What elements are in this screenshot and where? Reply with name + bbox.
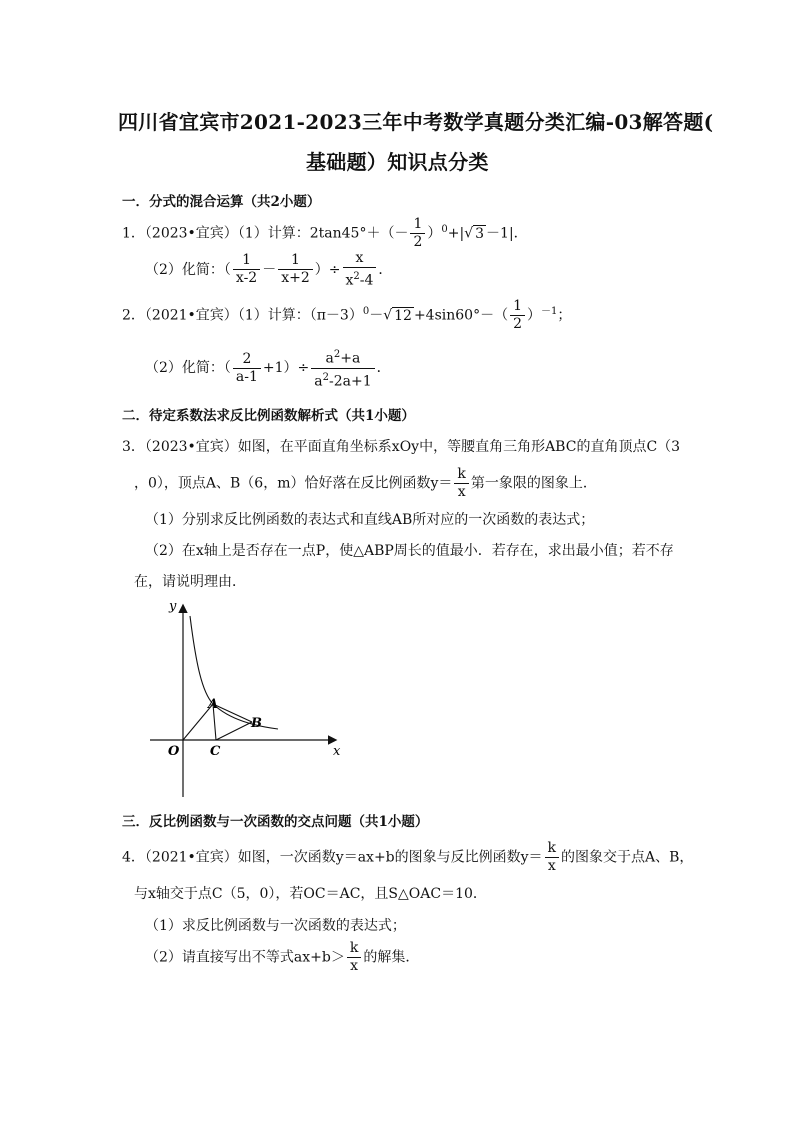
term: -2a+1 bbox=[329, 373, 372, 390]
fraction-k-over-x bbox=[545, 840, 559, 875]
q1-expr-a: 2tan45°＋（－ bbox=[309, 225, 409, 242]
q3-coordinate-figure bbox=[150, 592, 360, 802]
semicolon: ； bbox=[557, 307, 572, 324]
q1-expr-b: ） bbox=[427, 225, 442, 242]
period: ． bbox=[376, 360, 391, 377]
fraction-denominator: 2 bbox=[513, 316, 523, 333]
section-heading-3: 三．反比例函数与一次函数的交点问题（共1小题） bbox=[122, 814, 429, 830]
fraction bbox=[233, 351, 261, 386]
q2-source: （2021•宜宾） bbox=[144, 307, 238, 324]
fraction bbox=[233, 252, 260, 287]
fraction-denominator bbox=[311, 369, 374, 391]
minus-sign: － bbox=[369, 307, 384, 324]
fraction-numerator: x bbox=[343, 250, 377, 268]
exponent: 2 bbox=[333, 349, 341, 360]
question-4-line-2: 与x轴交于点C（5，0），若OC＝AC，且S△OAC＝10． bbox=[134, 886, 487, 902]
sqrt-radicand: 3 bbox=[475, 225, 485, 242]
exponent: －1 bbox=[541, 306, 558, 317]
fraction bbox=[278, 252, 313, 287]
fraction-denominator: x-2 bbox=[235, 270, 258, 287]
fraction-numerator: 2 bbox=[233, 351, 261, 369]
var: a bbox=[325, 350, 334, 367]
fraction-denominator bbox=[343, 268, 377, 290]
q4-part2-text: （2）请直接写出不等式ax+b＞ bbox=[145, 949, 345, 966]
point-label-b: B bbox=[251, 716, 262, 731]
fraction-numerator: 1 bbox=[510, 298, 525, 316]
fraction-one-half bbox=[510, 298, 525, 333]
page-title-line2: 基础题）知识点分类 bbox=[306, 150, 489, 174]
segment-ab bbox=[213, 704, 252, 722]
q3-line2-text: ，0），顶点A、B（6，m）恰好落在反比例函数y＝ bbox=[134, 475, 453, 492]
question-4-line-1 bbox=[122, 840, 693, 875]
q2-part2-label: （2）化简：（ bbox=[145, 360, 231, 377]
question-1-part-2 bbox=[145, 250, 392, 290]
fraction-denominator: a-1 bbox=[235, 368, 258, 385]
fraction-denominator: x bbox=[547, 858, 556, 874]
fraction-denominator: 2 bbox=[413, 234, 423, 251]
axis-label-y: y bbox=[169, 599, 177, 614]
fraction-k-over-x bbox=[347, 940, 361, 975]
fraction-denominator: x+2 bbox=[281, 270, 310, 287]
exponent: 2 bbox=[322, 371, 330, 383]
point-label-a: A bbox=[208, 697, 219, 712]
question-3-part-2: （2）在x轴上是否存在一点P，使△ABP周长的值最小．若存在，求出最小值；若不存 bbox=[145, 543, 674, 559]
q2-number: 2． bbox=[122, 307, 145, 324]
fraction-denominator: x bbox=[457, 484, 466, 500]
question-2-part-2 bbox=[145, 346, 391, 390]
axis-label-x: x bbox=[333, 744, 341, 759]
section-heading-1: 一．分式的混合运算（共2小题） bbox=[122, 194, 321, 210]
fraction-numerator: 1 bbox=[278, 252, 313, 270]
fraction-one-half bbox=[410, 216, 425, 251]
segment-cb bbox=[216, 722, 252, 740]
question-4-part-2 bbox=[145, 940, 419, 975]
var: x bbox=[345, 272, 354, 289]
point-label-o: O bbox=[168, 744, 180, 759]
q2-expr-d: ） bbox=[527, 307, 542, 324]
fraction-k-over-x bbox=[454, 466, 468, 501]
fraction-numerator bbox=[311, 346, 374, 369]
fraction-numerator: k bbox=[454, 466, 468, 484]
fraction-numerator: 1 bbox=[410, 216, 425, 234]
question-1-part-1 bbox=[122, 216, 528, 251]
q1-part2-label: （2）化简：（ bbox=[145, 261, 231, 278]
q2-expr-plus: +1）÷ bbox=[262, 360, 310, 377]
q4-line1-text: 4．（2021•宜宾）如图，一次函数y＝ax+b的图象与反比例函数y＝ bbox=[122, 849, 543, 866]
question-3-part-1: （1）分别求反比例函数的表达式和直线AB所对应的一次函数的表达式； bbox=[145, 512, 595, 528]
fraction-numerator: 1 bbox=[233, 252, 260, 270]
q2-expr-c: +4sin60°－（ bbox=[413, 307, 509, 324]
section-heading-2: 二．待定系数法求反比例函数解析式（共1小题） bbox=[122, 408, 415, 424]
q1-source: （2023•宜宾） bbox=[144, 225, 238, 242]
fraction bbox=[343, 250, 377, 290]
q1-expr-d: －1|． bbox=[486, 225, 528, 242]
q1-part1-label: （1）计算： bbox=[237, 225, 310, 242]
question-4-part-1: （1）求反比例函数与一次函数的表达式； bbox=[145, 918, 406, 934]
term: +a bbox=[340, 350, 361, 367]
exponent: 2 bbox=[353, 271, 360, 282]
q3-line2-tail: 第一象限的图象上． bbox=[470, 475, 597, 492]
fraction-numerator: k bbox=[545, 840, 559, 858]
hyperbola-curve bbox=[190, 616, 278, 729]
q1-number: 1． bbox=[122, 225, 145, 242]
sqrt-symbol: √ bbox=[383, 307, 393, 324]
exponent: 0 bbox=[362, 306, 370, 317]
sqrt-radicand: 12 bbox=[394, 307, 412, 324]
var: a bbox=[314, 373, 323, 390]
q1-expr-c: +| bbox=[447, 225, 465, 242]
q4-part2-tail: 的解集． bbox=[363, 949, 420, 966]
sqrt-symbol: √ bbox=[464, 225, 474, 242]
question-2-part-1 bbox=[122, 297, 571, 333]
divide-sign: ）÷ bbox=[314, 261, 341, 278]
fraction-denominator: x bbox=[350, 958, 359, 974]
q2-part1-label: （1）计算：（π－3） bbox=[237, 307, 363, 324]
question-3-line-2 bbox=[134, 466, 597, 501]
exponent: 0 bbox=[441, 224, 448, 235]
q4-line1-tail: 的图象交于点A、B， bbox=[561, 849, 694, 866]
page-title-line1: 四川省宜宾市2021-2023三年中考数学真题分类汇编-03解答题( bbox=[118, 110, 714, 134]
period: ． bbox=[378, 261, 393, 278]
term: -4 bbox=[359, 272, 374, 289]
minus-sign: － bbox=[262, 261, 277, 278]
point-label-c: C bbox=[210, 744, 221, 759]
question-3-line-1: 3．（2023•宜宾）如图，在平面直角坐标系xOy中，等腰直角三角形ABC的直角顶点C（3 bbox=[122, 439, 681, 455]
question-3-part-2-cont: 在，请说明理由． bbox=[134, 574, 246, 590]
fraction bbox=[311, 346, 374, 390]
fraction-numerator: k bbox=[347, 940, 361, 958]
